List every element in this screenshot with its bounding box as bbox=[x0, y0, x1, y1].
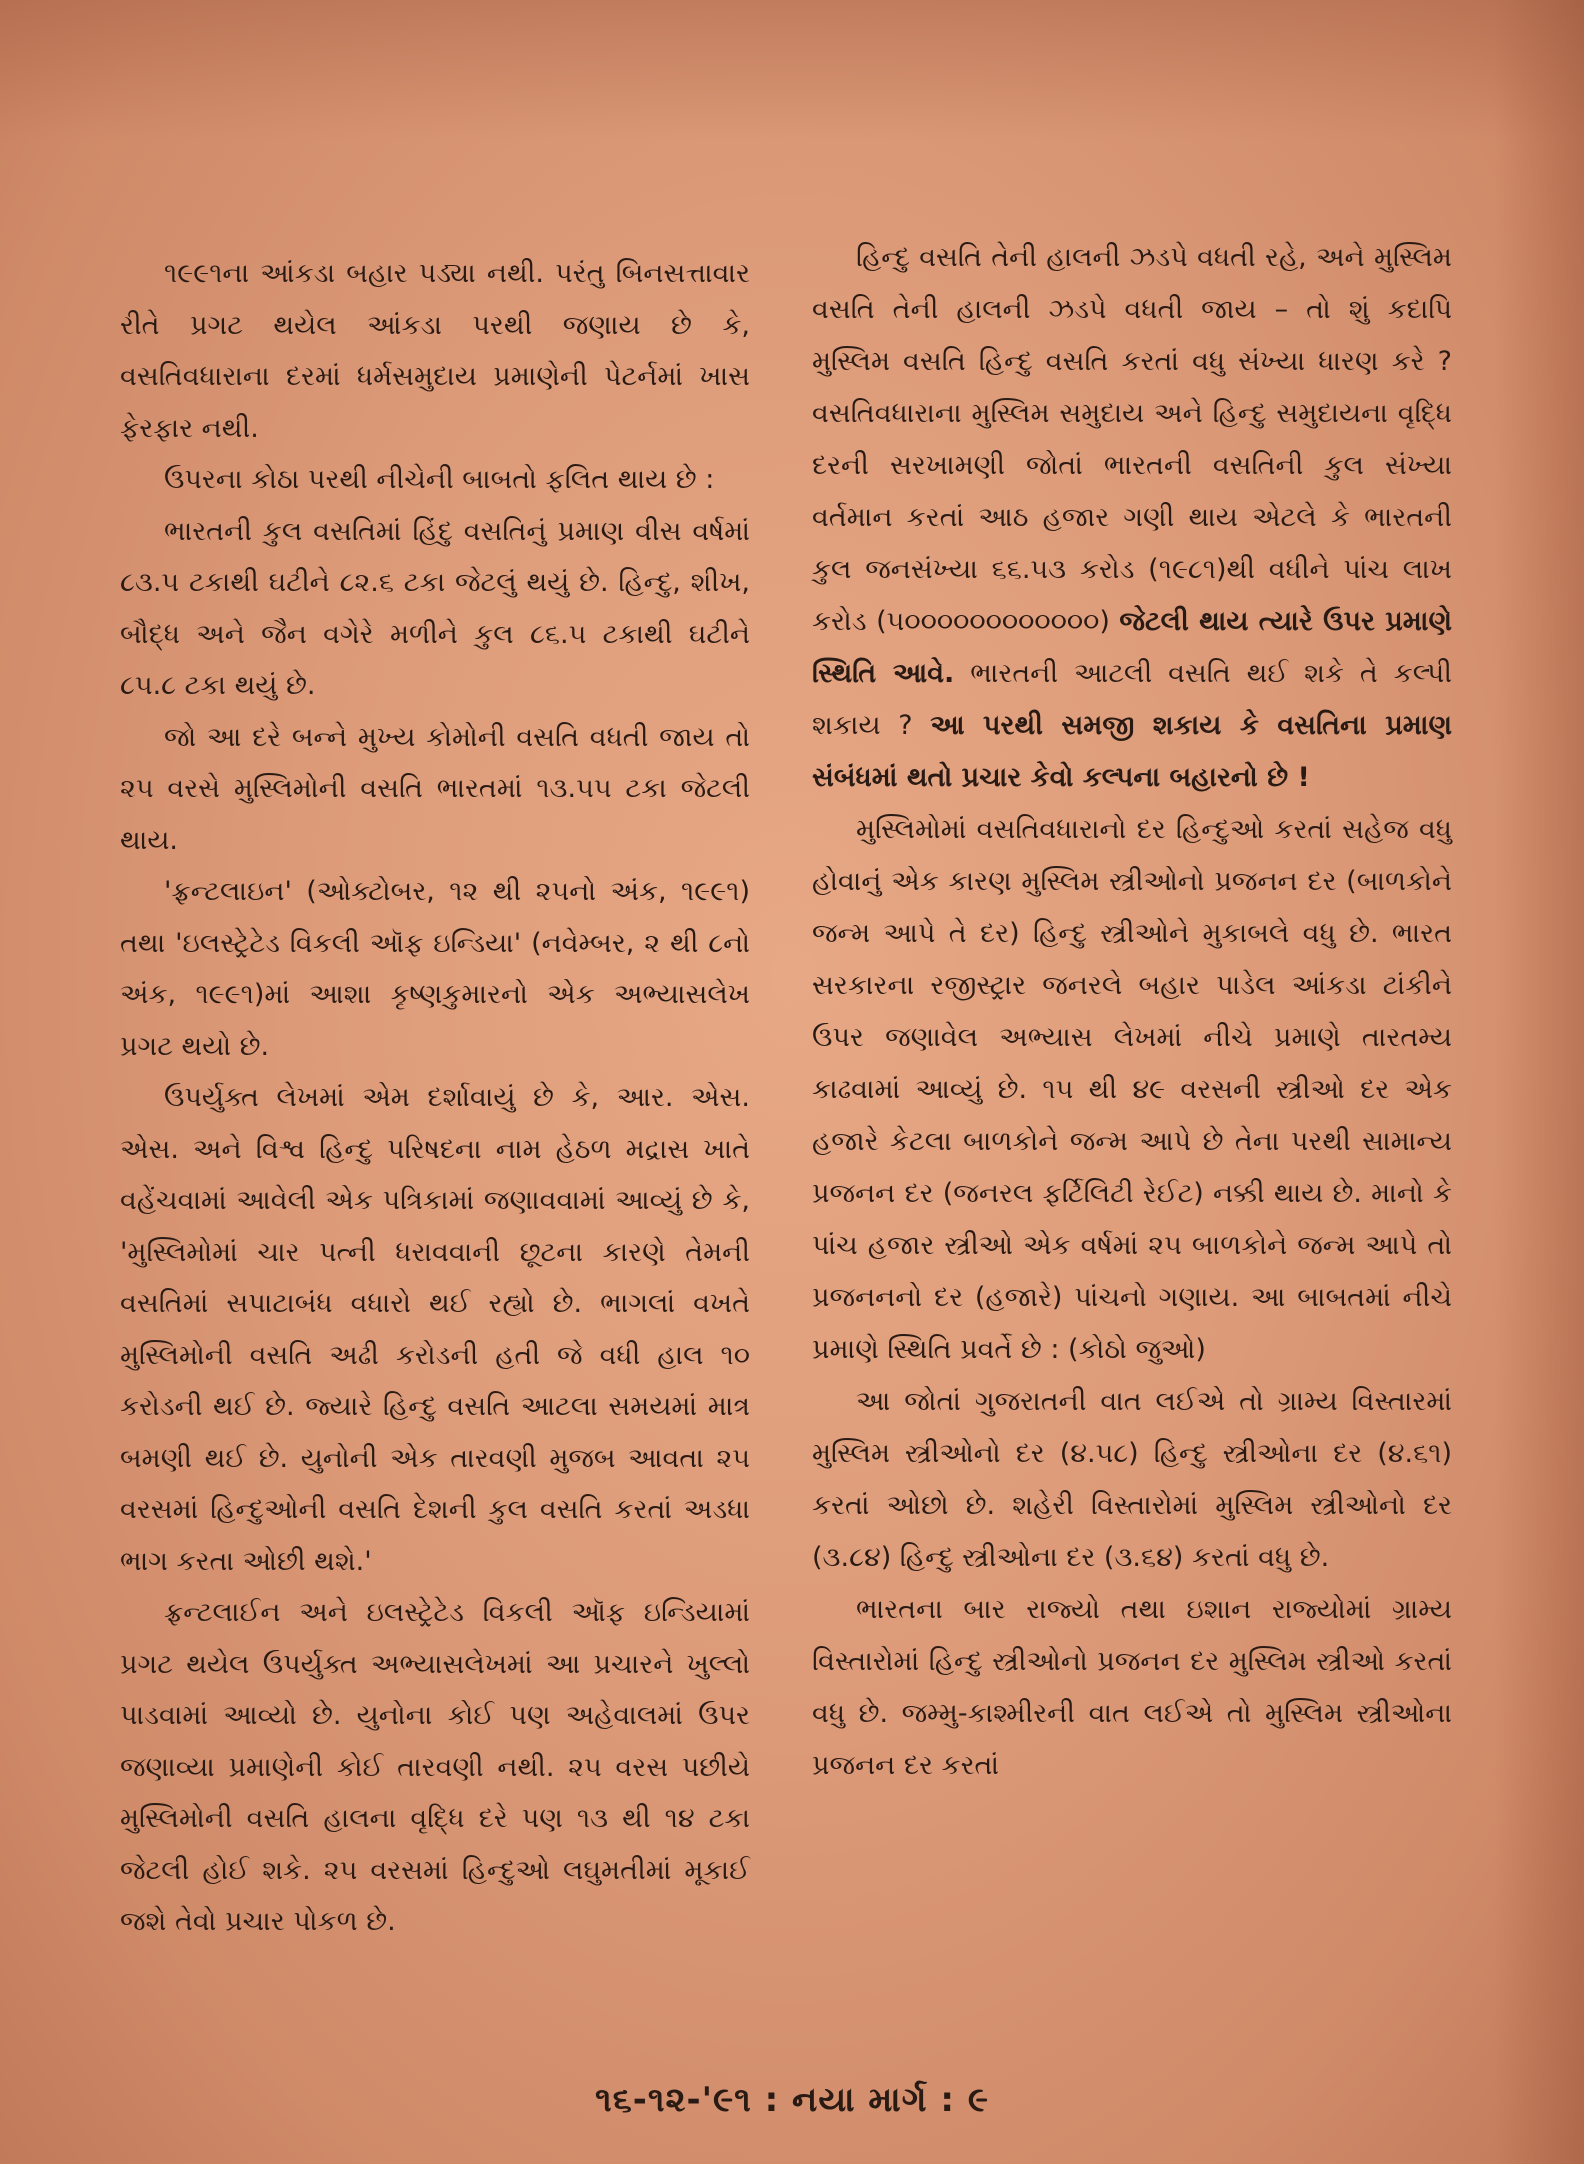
paragraph: ફ્રન્ટલાઈન અને ઇલસ્ટ્રેટેડ વિકલી ઑફ ઇન્ડિયામાં પ્રગટ થયેલ ઉપર્યુક્ત અભ્યાસલેખમાં આ પ્રચારને ખુલ્લો પાડવામાં આવ્યો છે. યુનોના કોઈ પણ અહેવાલમાં ઉપર જણાવ્યા પ્રમાણેની કોઈ તારવણી નથી. ૨૫ વરસ પછીયે મુસ્લિમોની વસતિ હાલના વૃદ્ધિ દરે પણ ૧૩ થી ૧૪ ટકા જેટલી હોઈ શકે. ૨૫ વરસમાં હિન્દુઓ લઘુમતીમાં મૂકાઈ જશે તેવો પ્રચાર પોકળ છે. bbox=[120, 1597, 750, 1937]
paragraph: ૧૯૯૧ના આંકડા બહાર પડ્યા નથી. પરંતુ બિનસત્તાવાર રીતે પ્રગટ થયેલ આંકડા પરથી જણાય છે કે, વસતિવધારાના દરમાં ધર્મસમુદાય પ્રમાણેની પેટર્નમાં ખાસ ફેરફાર નથી. bbox=[120, 258, 750, 444]
right-column bbox=[812, 232, 1452, 1792]
paragraph: જો આ દરે બન્ને મુખ્ય કોમોની વસતિ વધતી જાય તો ૨૫ વરસે મુસ્લિમોની વસતિ ભારતમાં ૧૩.૫૫ ટકા જેટલી થાય. bbox=[120, 721, 750, 856]
paragraph bbox=[812, 232, 1452, 804]
page-edge-shade bbox=[0, 0, 1584, 140]
paragraph-text: ભારતની આટલી વસતિ થઈ શકે તે કલ્પી શકાય ? bbox=[812, 658, 1452, 741]
paragraph: ઉપરના કોઠા પરથી નીચેની બાબતો ફલિત થાય છે : bbox=[164, 464, 715, 495]
emphasis-text: જેટલી થાય ત્યારે ઉપર પ્રમાણે સ્થિતિ આવે. bbox=[812, 606, 1452, 689]
page-edge-shade bbox=[1494, 0, 1584, 2164]
page-footer: ૧૬-૧૨-'૯૧ : નયા માર્ગ : ૯ bbox=[595, 2080, 989, 2120]
left-column bbox=[120, 248, 750, 1948]
paragraph: ઉપર્યુક્ત લેખમાં એમ દર્શાવાયું છે કે, આર. એસ. એસ. અને વિશ્વ હિન્દુ પરિષદના નામ હેઠળ મદ્રાસ ખાતે વહેંચવામાં આવેલી એક પત્રિકામાં જણાવવામાં આવ્યું છે કે, 'મુસ્લિમોમાં ચાર પત્ની ધરાવવાની છૂટના કારણે તેમની વસતિમાં સપાટાબંધ વધારો થઈ રહ્યો છે. ભાગલાં વખતે મુસ્લિમોની વસતિ અઢી કરોડની હતી જે વધી હાલ ૧૦ કરોડની થઈ છે. જ્યારે હિન્દુ વસતિ આટલા સમયમાં માત્ર બમણી થઈ છે. યુનોની એક તારવણી મુજબ આવતા ૨૫ વરસમાં હિન્દુઓની વસતિ દેશની કુલ વસતિ કરતાં અડધા ભાગ કરતા ઓછી થશે.' bbox=[120, 1082, 750, 1577]
emphasis-text: આ પરથી સમજી શકાય કે વસતિના પ્રમાણ સંબંધમાં થતો પ્રચાર કેવો કલ્પના બહારનો છે ! bbox=[812, 710, 1452, 793]
paragraph: આ જોતાં ગુજરાતની વાત લઈએ તો ગ્રામ્ય વિસ્તારમાં મુસ્લિમ સ્ત્રીઓનો દર (૪.૫૮) હિન્દુ સ્ત્રીઓના દર (૪.૬૧) કરતાં ઓછો છે. શહેરી વિસ્તારોમાં મુસ્લિમ સ્ત્રીઓનો દર (૩.૮૪) હિન્દુ સ્ત્રીઓના દર (૩.૬૪) કરતાં વધુ છે. bbox=[812, 1386, 1452, 1573]
paragraph: મુસ્લિમોમાં વસતિવધારાનો દર હિન્દુઓ કરતાં સહેજ વધુ હોવાનું એક કારણ મુસ્લિમ સ્ત્રીઓનો પ્રજનન દર (બાળકોને જન્મ આપે તે દર) હિન્દુ સ્ત્રીઓને મુકાબલે વધુ છે. ભારત સરકારના રજીસ્ટ્રાર જનરલે બહાર પાડેલ આંકડા ટાંકીને ઉપર જણાવેલ અભ્યાસ લેખમાં નીચે પ્રમાણે તારતમ્ય કાઢવામાં આવ્યું છે. ૧૫ થી ૪૯ વરસની સ્ત્રીઓ દર એક હજારે કેટલા બાળકોને જન્મ આપે છે તેના પરથી સામાન્ય પ્રજનન દર (જનરલ ફર્ટિલિટી રેઈટ) નક્કી થાય છે. માનો કે પાંચ હજાર સ્ત્રીઓ એક વર્ષમાં ૨૫ બાળકોને જન્મ આપે તો પ્રજનનનો દર (હજારે) પાંચનો ગણાય. આ બાબતમાં નીચે પ્રમાણે સ્થિતિ પ્રવર્તે છે : (કોઠો જુઓ) bbox=[812, 814, 1452, 1365]
paragraph: 'ફ્રન્ટલાઇન' (ઓક્ટોબર, ૧૨ થી ૨૫નો અંક, ૧૯૯૧) તથા 'ઇલસ્ટ્રેટેડ વિકલી ઑફ ઇન્ડિયા' (નવેમ્બર, ૨ થી ૮નો અંક, ૧૯૯૧)માં આશા કૃષ્ણકુમારનો એક અભ્યાસલેખ પ્રગટ થયો છે. bbox=[120, 876, 750, 1062]
paragraph: ભારતની કુલ વસતિમાં હિંદુ વસતિનું પ્રમાણ વીસ વર્ષમાં ૮૩.૫ ટકાથી ઘટીને ૮૨.૬ ટકા જેટલું થયું છે. હિન્દુ, શીખ, બૌદ્ધ અને જૈન વગેરે મળીને કુલ ૮૬.૫ ટકાથી ઘટીને ૮૫.૮ ટકા થયું છે. bbox=[120, 515, 750, 701]
paragraph: ભારતના બાર રાજ્યો તથા ઇશાન રાજ્યોમાં ગ્રામ્ય વિસ્તારોમાં હિન્દુ સ્ત્રીઓનો પ્રજનન દર મુસ્લિમ સ્ત્રીઓ કરતાં વધુ છે. જમ્મુ-કાશ્મીરની વાત લઈએ તો મુસ્લિમ સ્ત્રીઓના પ્રજનન દર કરતાં bbox=[812, 1594, 1452, 1781]
paragraph-text: હિન્દુ વસતિ તેની હાલની ઝડપે વધતી રહે, અને મુસ્લિમ વસતિ તેની હાલની ઝડપે વધતી જાય – તો શું કદાપિ મુસ્લિમ વસતિ હિન્દુ વસતિ કરતાં વધુ સંખ્યા ધારણ કરે ? વસતિવધારાના મુસ્લિમ સમુદાય અને હિન્દુ સમુદાયના વૃદ્ધિ દરની સરખામણી જોતાં ભારતની વસતિની કુલ સંખ્યા વર્તમાન કરતાં આઠ હજાર ગણી થાય એટલે કે ભારતની કુલ જનસંખ્યા ૬૬.૫૩ કરોડ (૧૯૮૧)થી વધીને પાંચ લાખ કરોડ (૫૦૦૦૦૦૦૦૦૦૦૦૦) bbox=[812, 242, 1452, 637]
